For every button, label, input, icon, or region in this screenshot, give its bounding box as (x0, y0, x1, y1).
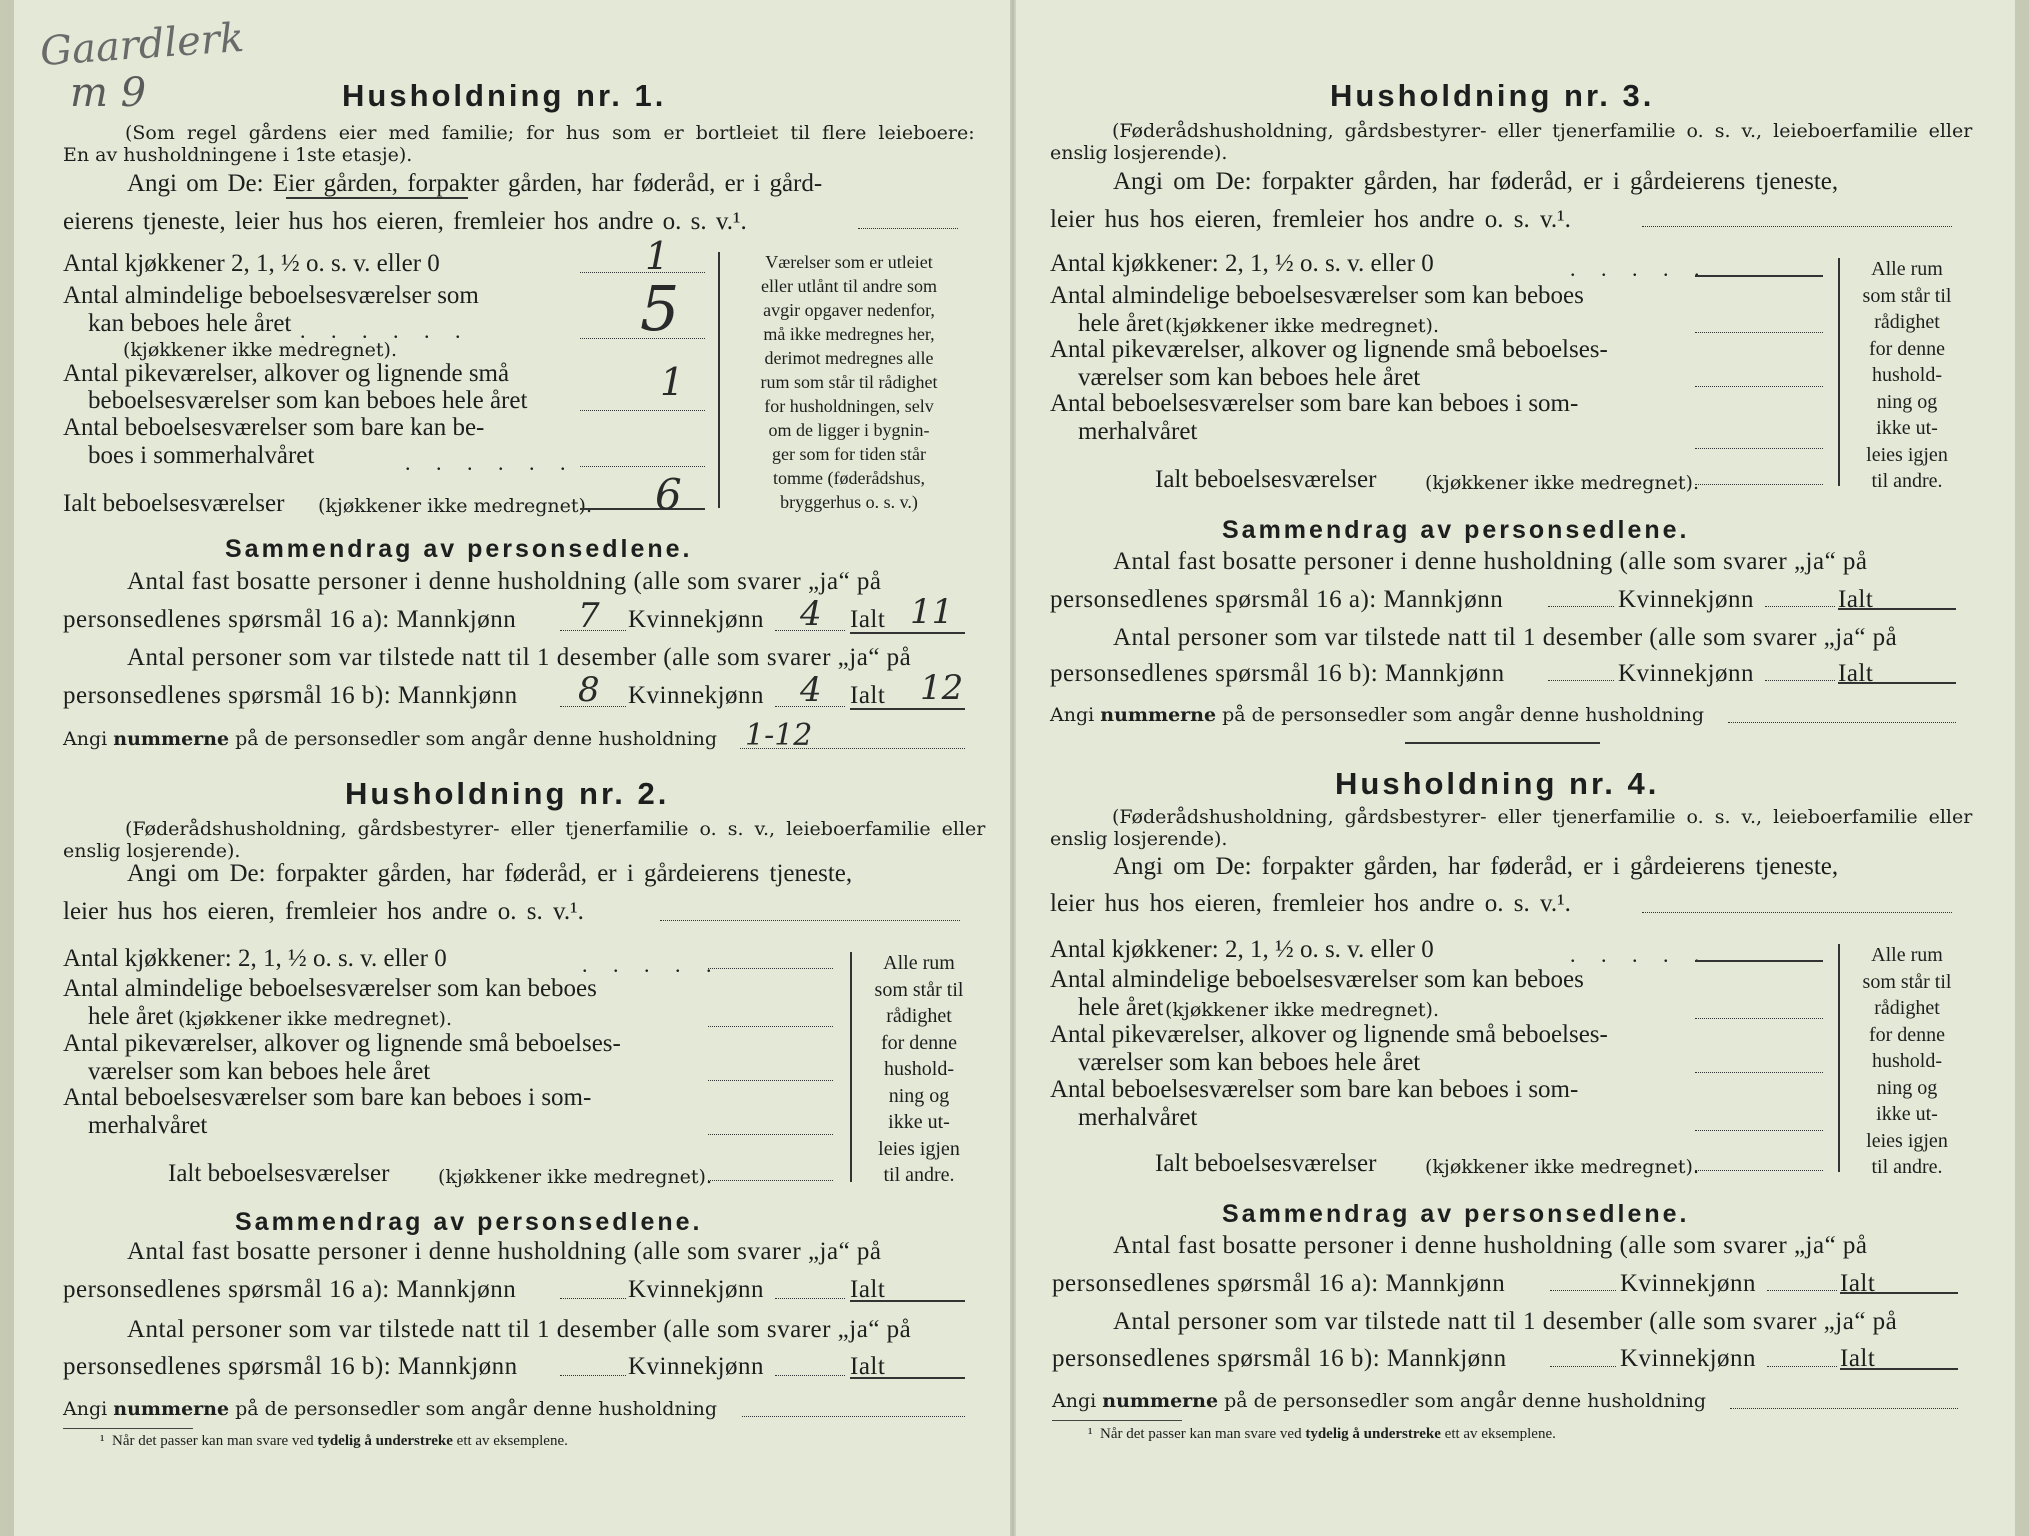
hh4-small-label2: værelser som kan beboes hele året (1078, 1049, 1421, 1076)
hh1-rooms-label2: kan beboes hele året (88, 310, 292, 337)
hh2-a-i-line (850, 1300, 965, 1302)
hh2-numbers-line (742, 1416, 965, 1417)
hh4-small-label1: Antal pikeværelser, alkover og lignende små beboelses- (1050, 1021, 1608, 1048)
hh3-intro-line2: enslig losjerende). (1050, 142, 1228, 164)
hh3-summer-line (1695, 448, 1823, 449)
hh3-kitchens-label: Antal kjøkkener: 2, 1, ½ o. s. v. eller 0 (1050, 250, 1434, 277)
hh3-small-label1: Antal pikeværelser, alkover og lignende små beboelses- (1050, 336, 1608, 363)
hh1-kitchens-value: 1 (645, 234, 670, 278)
hh1-numbers-label: Angi nummerne på de personsedler som angår denne husholdning (63, 728, 718, 750)
hh1-small-label2: beboelsesværelser som kan beboes hele året (88, 387, 528, 414)
hh2-total-label: Ialt beboelsesværelser (168, 1160, 390, 1187)
hh3-a-line1: Antal fast bosatte personer i denne husholdning (alle som svarer „ja“ på (1113, 548, 1868, 575)
hh3-intro-line1: (Føderådshusholdning, gårdsbestyrer- eller tjenerfamilie o. s. v., leieboerfamilie eller (1112, 120, 1973, 142)
hh4-side-note-line: ning og (1876, 1076, 1938, 1099)
hh4-a-k-line (1767, 1290, 1837, 1291)
hh1-total-line (580, 508, 705, 510)
hh2-a-ialt-label: Ialt (850, 1276, 886, 1303)
hh2-b-ialt-label: Ialt (850, 1353, 886, 1380)
hh1-side-note-line: om de ligger i bygnin- (768, 420, 930, 440)
hh1-rooms-dots: . . . . . . (300, 318, 471, 343)
hh2-kitchens-label: Antal kjøkkener: 2, 1, ½ o. s. v. eller 0 (63, 945, 447, 972)
right-page-edge (2015, 0, 2029, 1536)
hh3-b-m-line (1548, 680, 1614, 681)
hh1-total-value: 6 (655, 470, 682, 519)
hh4-a-i-line (1840, 1292, 1958, 1294)
hh1-b-kvinne-label: Kvinnekjønn (628, 682, 765, 709)
hh4-intro-line2: enslig losjerende). (1050, 828, 1228, 850)
hh3-side-note-line: hushold- (1872, 364, 1942, 386)
hh3-b-ialt-label: Ialt (1838, 660, 1874, 687)
hh2-numbers-label: Angi nummerne på de personsedler som angår denne husholdning (63, 1398, 718, 1420)
hh1-a-k-value: 4 (800, 594, 822, 634)
hh2-side-note-line: Alle rum (883, 952, 955, 974)
hh2-b-line2: personsedlenes spørsmål 16 b): Mannkjønn (63, 1353, 518, 1380)
hh4-a-line2: personsedlenes spørsmål 16 a): Mannkjønn (1052, 1270, 1506, 1297)
hh1-total-note: (kjøkkener ikke medregnet). (318, 495, 592, 517)
hh2-summer-label2: merhalvåret (88, 1112, 208, 1139)
hh2-kitchens-line (708, 968, 833, 969)
hh2-kitchens-dots: . . . . . (582, 952, 722, 977)
hh4-b-ialt-label: Ialt (1840, 1345, 1876, 1372)
hh2-question-answer-line (660, 920, 960, 921)
hh2-question-line2: leier hus hos eieren, fremleier hos andre o. s. v.¹. (63, 898, 584, 925)
hh3-question-line1: Angi om De: forpakter gården, har føderåd, er i gårdeierens tjeneste, (1113, 168, 1839, 195)
hh1-small-label1: Antal pikeværelser, alkover og lignende små (63, 360, 510, 387)
hh2-rooms-label1: Antal almindelige beboelsesværelser som kan beboes (63, 975, 597, 1002)
hh3-numbers-line (1728, 722, 1956, 723)
hh2-a-kvinne-label: Kvinnekjønn (628, 1276, 765, 1303)
hh4-b-m-line (1550, 1366, 1616, 1367)
section-separator (1405, 742, 1600, 744)
hh4-summer-line (1695, 1130, 1823, 1131)
hh3-b-kvinne-label: Kvinnekjønn (1618, 660, 1755, 687)
hh4-question-answer-line (1642, 912, 1952, 913)
hh2-b-line1: Antal personer som var tilstede natt til 1 desember (alle som svarer „ja“ på (127, 1316, 912, 1343)
hh4-a-line1: Antal fast bosatte personer i denne husholdning (alle som svarer „ja“ på (1113, 1232, 1868, 1259)
hh4-side-note-line: rådighet (1874, 997, 1940, 1019)
hh2-side-note-line: til andre. (883, 1164, 955, 1186)
hh1-kitchens-label: Antal kjøkkener 2, 1, ½ o. s. v. eller 0 (63, 250, 440, 277)
hh4-side-note (1848, 942, 1966, 1181)
hh1-small-value: 1 (660, 360, 685, 404)
hh1-b-k-value: 4 (800, 670, 822, 710)
hh1-summer-label1: Antal beboelsesværelser som bare kan be- (63, 414, 485, 441)
hh1-rooms-value: 5 (640, 272, 680, 345)
hh3-summer-label2: merhalvåret (1078, 418, 1198, 445)
hh2-a-k-line (775, 1298, 845, 1299)
hh4-summer-label2: merhalvåret (1078, 1104, 1198, 1131)
hh3-side-note-line: ning og (1876, 390, 1938, 413)
hh2-side-note (860, 950, 978, 1189)
hh4-numbers-label: Angi nummerne på de personsedler som angår denne husholdning (1052, 1390, 1707, 1412)
hh1-a-ialt-label: Ialt (850, 606, 886, 633)
hh2-intro-line1: (Føderådshusholdning, gårdsbestyrer- eller tjenerfamilie o. s. v., leieboerfamilie eller (125, 818, 986, 840)
hh3-total-note: (kjøkkener ikke medregnet). (1425, 472, 1699, 494)
hh1-summer-label2: boes i sommerhalvåret (88, 442, 315, 469)
hh4-total-label: Ialt beboelsesværelser (1155, 1150, 1377, 1177)
hh4-question-line2: leier hus hos eieren, fremleier hos andre o. s. v.¹. (1050, 890, 1571, 917)
hh1-side-note-line: tomme (føderådshus, (773, 468, 925, 488)
hh3-a-ialt-label: Ialt (1838, 586, 1874, 613)
hh3-rooms-line (1695, 332, 1823, 333)
hh1-side-note (728, 250, 970, 514)
hh2-side-note-line: ning og (888, 1084, 950, 1107)
hh3-kitchens-line (1695, 275, 1823, 277)
hh1-a-m-value: 7 (578, 596, 600, 636)
hh3-total-label: Ialt beboelsesværelser (1155, 466, 1377, 493)
hh3-question-answer-line (1642, 226, 1952, 227)
hh2-question-line1: Angi om De: forpakter gården, har føderåd, er i gårdeierens tjeneste, (127, 860, 853, 887)
hh4-side-note-line: hushold- (1872, 1050, 1942, 1072)
hh1-b-line2: personsedlenes spørsmål 16 b): Mannkjønn (63, 682, 518, 709)
hh4-brace (1838, 944, 1840, 1172)
hh3-side-note-line: rådighet (1874, 311, 1940, 333)
hh3-summer-label1: Antal beboelsesværelser som bare kan beboes i som- (1050, 390, 1579, 417)
hh1-intro-line1: (Som regel gårdens eier med familie; for hus som er bortleiet til flere leieboere: (125, 122, 975, 144)
hh2-intro-line2: enslig losjerende). (63, 840, 241, 862)
hh4-total-line (1695, 1170, 1823, 1171)
hh2-b-i-line (850, 1377, 965, 1379)
hh1-a-i-line (850, 632, 965, 634)
hh1-summer-line (580, 466, 705, 467)
hh2-side-note-line: som står til (874, 978, 964, 1001)
hh1-summer-dots: . . . . . . (405, 450, 576, 475)
hh2-small-label1: Antal pikeværelser, alkover og lignende små beboelses- (63, 1030, 621, 1057)
hh2-total-note: (kjøkkener ikke medregnet). (438, 1166, 712, 1188)
hh1-underline-eier (286, 197, 468, 199)
hh1-side-note-line: ger som for tiden står (772, 444, 926, 464)
hh1-b-i-value: 12 (920, 668, 964, 708)
hh2-rooms-label2: hele året (88, 1003, 174, 1030)
hh4-summer-label1: Antal beboelsesværelser som bare kan beboes i som- (1050, 1076, 1579, 1103)
hh2-rooms-line (708, 1026, 833, 1027)
hh3-brace (1838, 258, 1840, 486)
hh4-b-line2: personsedlenes spørsmål 16 b): Mannkjønn (1052, 1345, 1507, 1372)
hh4-summary-title: Sammendrag av personsedlene. (1222, 1200, 1690, 1228)
hh1-side-note-line: Værelser som er utleiet (765, 252, 933, 272)
hh4-rooms-note: (kjøkkener ikke medregnet). (1165, 999, 1439, 1021)
hh2-b-k-line (775, 1375, 845, 1376)
hh2-a-m-line (560, 1298, 626, 1299)
footnote-rule-right (1052, 1420, 1182, 1421)
hh4-rooms-line (1695, 1018, 1823, 1019)
hh3-a-line2: personsedlenes spørsmål 16 a): Mannkjønn (1050, 586, 1504, 613)
hh3-side-note-line: Alle rum (1871, 258, 1943, 280)
hh3-side-note-line: til andre. (1871, 470, 1943, 492)
hh1-a-i-value: 11 (910, 592, 954, 632)
hh1-side-note-line: bryggerhus o. s. v.) (780, 492, 918, 512)
hh1-b-i-line (850, 708, 965, 710)
hh1-title: Husholdning nr. 1. (342, 78, 667, 113)
hh3-title: Husholdning nr. 3. (1330, 78, 1655, 113)
hh1-rooms-note: (kjøkkener ikke medregnet). (123, 339, 397, 361)
hh1-brace (718, 252, 720, 508)
hh1-side-note-line: for husholdningen, selv (764, 396, 934, 416)
hh1-rooms-label1: Antal almindelige beboelsesværelser som (63, 282, 479, 309)
hh4-a-m-line (1550, 1290, 1616, 1291)
hh3-side-note-line: for denne (1868, 337, 1946, 360)
hh1-a-line1: Antal fast bosatte personer i denne husholdning (alle som svarer „ja“ på (127, 568, 882, 595)
hh3-question-line2: leier hus hos eieren, fremleier hos andre o. s. v.¹. (1050, 206, 1571, 233)
hh2-a-line1: Antal fast bosatte personer i denne husholdning (alle som svarer „ja“ på (127, 1238, 882, 1265)
hh1-intro-line2: En av husholdningene i 1ste etasje). (63, 144, 413, 166)
handwritten-header-line2: m 9 (70, 70, 147, 116)
hh4-side-note-line: ikke ut- (1876, 1103, 1938, 1125)
hh1-side-note-line: rum som står til rådighet (760, 372, 938, 392)
hh3-a-m-line (1548, 606, 1614, 607)
hh4-a-ialt-label: Ialt (1840, 1270, 1876, 1297)
hh2-brace (850, 952, 852, 1182)
hh4-title: Husholdning nr. 4. (1335, 766, 1660, 801)
hh2-summer-label1: Antal beboelsesværelser som bare kan beboes i som- (63, 1084, 592, 1111)
handwritten-header-line1: Gaardlerk (38, 14, 246, 76)
hh3-small-label2: værelser som kan beboes hele året (1078, 364, 1421, 391)
hh3-a-kvinne-label: Kvinnekjønn (1618, 586, 1755, 613)
hh1-side-note-line: derimot medregnes alle (764, 348, 934, 368)
hh2-side-note-line: rådighet (886, 1005, 952, 1027)
hh2-summer-line (708, 1134, 833, 1135)
hh1-question-answer-line (858, 228, 958, 229)
hh4-kitchens-line (1695, 960, 1823, 962)
hh4-total-note: (kjøkkener ikke medregnet). (1425, 1156, 1699, 1178)
hh3-small-line (1695, 386, 1823, 387)
hh4-kitchens-dots: . . . . . (1570, 942, 1710, 967)
hh1-side-note-line: må ikke medregnes her, (763, 324, 935, 344)
hh1-total-label: Ialt beboelsesværelser (63, 490, 285, 517)
hh4-a-kvinne-label: Kvinnekjønn (1620, 1270, 1757, 1297)
hh2-a-line2: personsedlenes spørsmål 16 a): Mannkjønn (63, 1276, 517, 1303)
hh3-side-note (1848, 256, 1966, 495)
hh4-kitchens-label: Antal kjøkkener: 2, 1, ½ o. s. v. eller 0 (1050, 936, 1434, 963)
hh1-side-note-line: eller utlånt til andre som (761, 276, 937, 296)
footnote-right: ¹ Når det passer kan man svare ved tydelig å understreke ett av eksemplene. (1088, 1426, 1556, 1442)
hh1-b-ialt-label: Ialt (850, 682, 886, 709)
hh2-small-line (708, 1080, 833, 1081)
hh3-b-line2: personsedlenes spørsmål 16 b): Mannkjønn (1050, 660, 1505, 687)
hh4-intro-line1: (Føderådshusholdning, gårdsbestyrer- eller tjenerfamilie o. s. v., leieboerfamilie eller (1112, 806, 1973, 828)
hh4-side-note-line: for denne (1868, 1023, 1946, 1046)
hh2-small-label2: værelser som kan beboes hele året (88, 1058, 431, 1085)
hh3-a-i-line (1838, 608, 1956, 610)
footnote-left: ¹ Når det passer kan man svare ved tydelig å understreke ett av eksemplene. (100, 1433, 568, 1449)
hh3-side-note-line: leies igjen (1866, 443, 1948, 466)
hh4-small-line (1695, 1072, 1823, 1073)
hh4-side-note-line: til andre. (1871, 1156, 1943, 1178)
hh1-b-m-value: 8 (578, 670, 600, 710)
hh4-side-note-line: leies igjen (1866, 1129, 1948, 1152)
footnote-rule-left (63, 1428, 193, 1429)
hh2-b-kvinne-label: Kvinnekjønn (628, 1353, 765, 1380)
hh1-small-line (580, 410, 705, 411)
hh3-b-line1: Antal personer som var tilstede natt til 1 desember (alle som svarer „ja“ på (1113, 624, 1898, 651)
hh3-total-line (1695, 484, 1823, 485)
left-page-edge (0, 0, 14, 1536)
hh3-b-k-line (1765, 680, 1835, 681)
hh1-a-line2: personsedlenes spørsmål 16 a): Mannkjønn (63, 606, 517, 633)
hh4-question-line1: Angi om De: forpakter gården, har føderåd, er i gårdeierens tjeneste, (1113, 853, 1839, 880)
hh3-b-i-line (1838, 682, 1956, 684)
hh4-b-line1: Antal personer som var tilstede natt til 1 desember (alle som svarer „ja“ på (1113, 1308, 1898, 1335)
hh3-a-k-line (1765, 606, 1835, 607)
hh2-b-m-line (560, 1375, 626, 1376)
hh3-side-note-line: ikke ut- (1876, 417, 1938, 439)
hh2-side-note-line: ikke ut- (888, 1111, 950, 1133)
hh3-numbers-label: Angi nummerne på de personsedler som angår denne husholdning (1050, 704, 1705, 726)
hh4-rooms-label2: hele året (1078, 994, 1164, 1021)
hh4-side-note-line: Alle rum (1871, 944, 1943, 966)
hh1-b-line1: Antal personer som var tilstede natt til 1 desember (alle som svarer „ja“ på (127, 644, 912, 671)
hh4-numbers-line (1730, 1408, 1958, 1409)
hh1-a-kvinne-label: Kvinnekjønn (628, 606, 765, 633)
hh4-rooms-label1: Antal almindelige beboelsesværelser som kan beboes (1050, 966, 1584, 993)
hh2-side-note-line: leies igjen (878, 1137, 960, 1160)
hh1-side-note-line: avgir opgaver nedenfor, (763, 300, 935, 320)
hh2-total-line (708, 1180, 833, 1181)
hh2-side-note-line: for denne (880, 1031, 958, 1054)
hh2-title: Husholdning nr. 2. (345, 776, 670, 811)
hh2-side-note-line: hushold- (884, 1058, 954, 1080)
hh3-summary-title: Sammendrag av personsedlene. (1222, 516, 1690, 544)
hh1-numbers-value: 1-12 (745, 718, 813, 753)
hh3-rooms-label1: Antal almindelige beboelsesværelser som kan beboes (1050, 282, 1584, 309)
hh2-rooms-note: (kjøkkener ikke medregnet). (178, 1008, 452, 1030)
hh4-b-kvinne-label: Kvinnekjønn (1620, 1345, 1757, 1372)
hh3-rooms-label2: hele året (1078, 310, 1164, 337)
hh4-side-note-line: som står til (1862, 970, 1952, 993)
hh1-question-line1: Angi om De: Eier gården, forpakter gården, har føderåd, er i gård- (127, 170, 823, 197)
hh4-b-i-line (1840, 1368, 1958, 1370)
hh4-b-k-line (1767, 1366, 1837, 1367)
hh2-summary-title: Sammendrag av personsedlene. (235, 1208, 703, 1236)
hh1-summary-title: Sammendrag av personsedlene. (225, 535, 693, 563)
hh1-question-line2: eierens tjeneste, leier hus hos eieren, fremleier hos andre o. s. v.¹. (63, 208, 747, 235)
page-fold (1010, 0, 1016, 1536)
hh3-kitchens-dots: . . . . . (1570, 256, 1710, 281)
hh3-rooms-note: (kjøkkener ikke medregnet). (1165, 315, 1439, 337)
hh3-side-note-line: som står til (1862, 284, 1952, 307)
